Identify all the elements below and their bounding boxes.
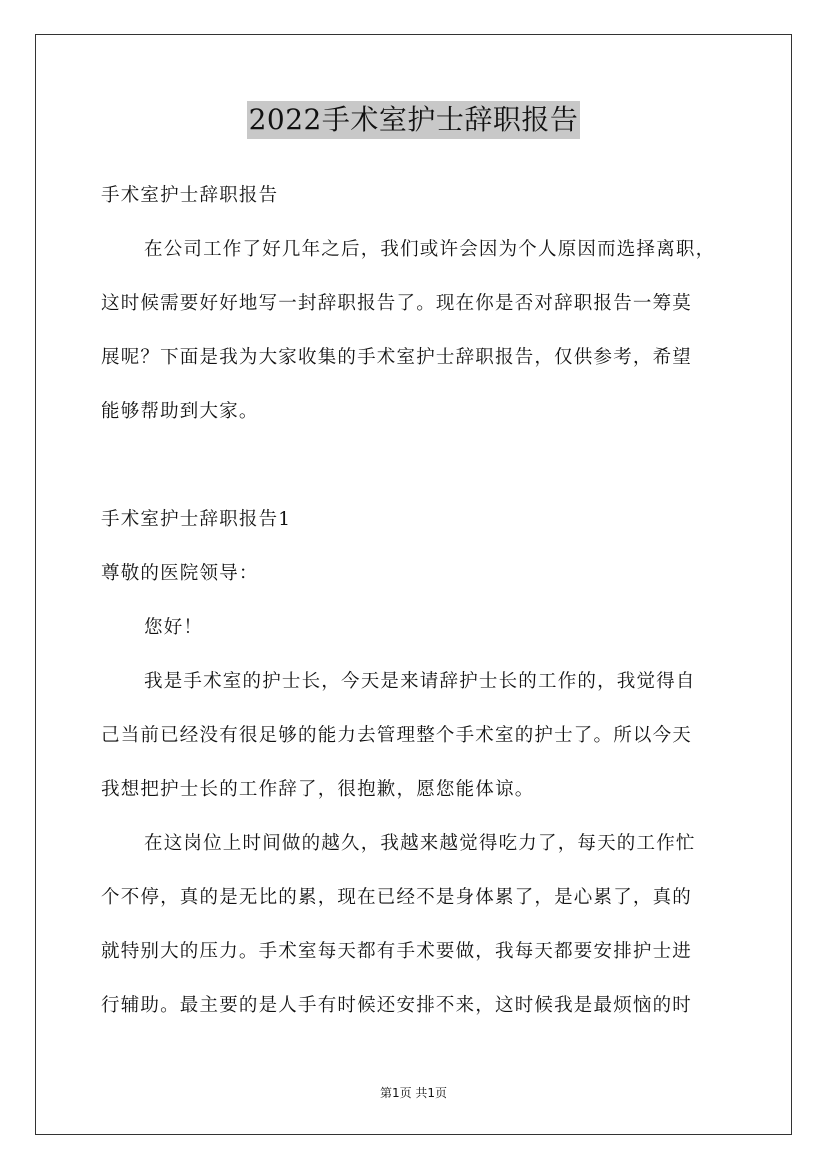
- paragraph-line: 能够帮助到大家。: [101, 401, 259, 422]
- greeting: 您好！: [144, 617, 204, 638]
- title-wrapper: [0, 101, 827, 139]
- document-title: 2022手术室护士辞职报告: [247, 101, 581, 139]
- paragraph-line: 就特别大的压力。手术室每天都有手术要做，我每天都要安排护士进: [101, 941, 693, 962]
- page-footer: 第1页 共1页: [379, 1086, 448, 1100]
- paragraph-line: 行辅助。最主要的是人手有时候还安排不来，这时候我是最烦恼的时: [101, 995, 693, 1016]
- paragraph-line: 我想把护士长的工作辞了，很抱歉，愿您能体谅。: [101, 779, 535, 800]
- subtitle: 手术室护士辞职报告: [101, 185, 279, 206]
- paragraph-line: 我是手术室的护士长，今天是来请辞护士长的工作的，我觉得自: [144, 671, 696, 692]
- paragraph-line: 在这岗位上时间做的越久，我越来越觉得吃力了，每天的工作忙: [144, 833, 696, 854]
- section-heading: 手术室护士辞职报告1: [101, 509, 292, 530]
- paragraph-line: 个不停，真的是无比的累，现在已经不是身体累了，是心累了，真的: [101, 887, 693, 908]
- salutation: 尊敬的医院领导：: [101, 563, 259, 584]
- paragraph-line: 在公司工作了好几年之后，我们或许会因为个人原因而选择离职，: [144, 239, 716, 260]
- paragraph-line: 展呢？下面是我为大家收集的手术室护士辞职报告，仅供参考，希望: [101, 347, 693, 368]
- paragraph-line: 这时候需要好好地写一封辞职报告了。现在你是否对辞职报告一筹莫: [101, 293, 693, 314]
- paragraph-line: 己当前已经没有很足够的能力去管理整个手术室的护士了。所以今天: [101, 725, 693, 746]
